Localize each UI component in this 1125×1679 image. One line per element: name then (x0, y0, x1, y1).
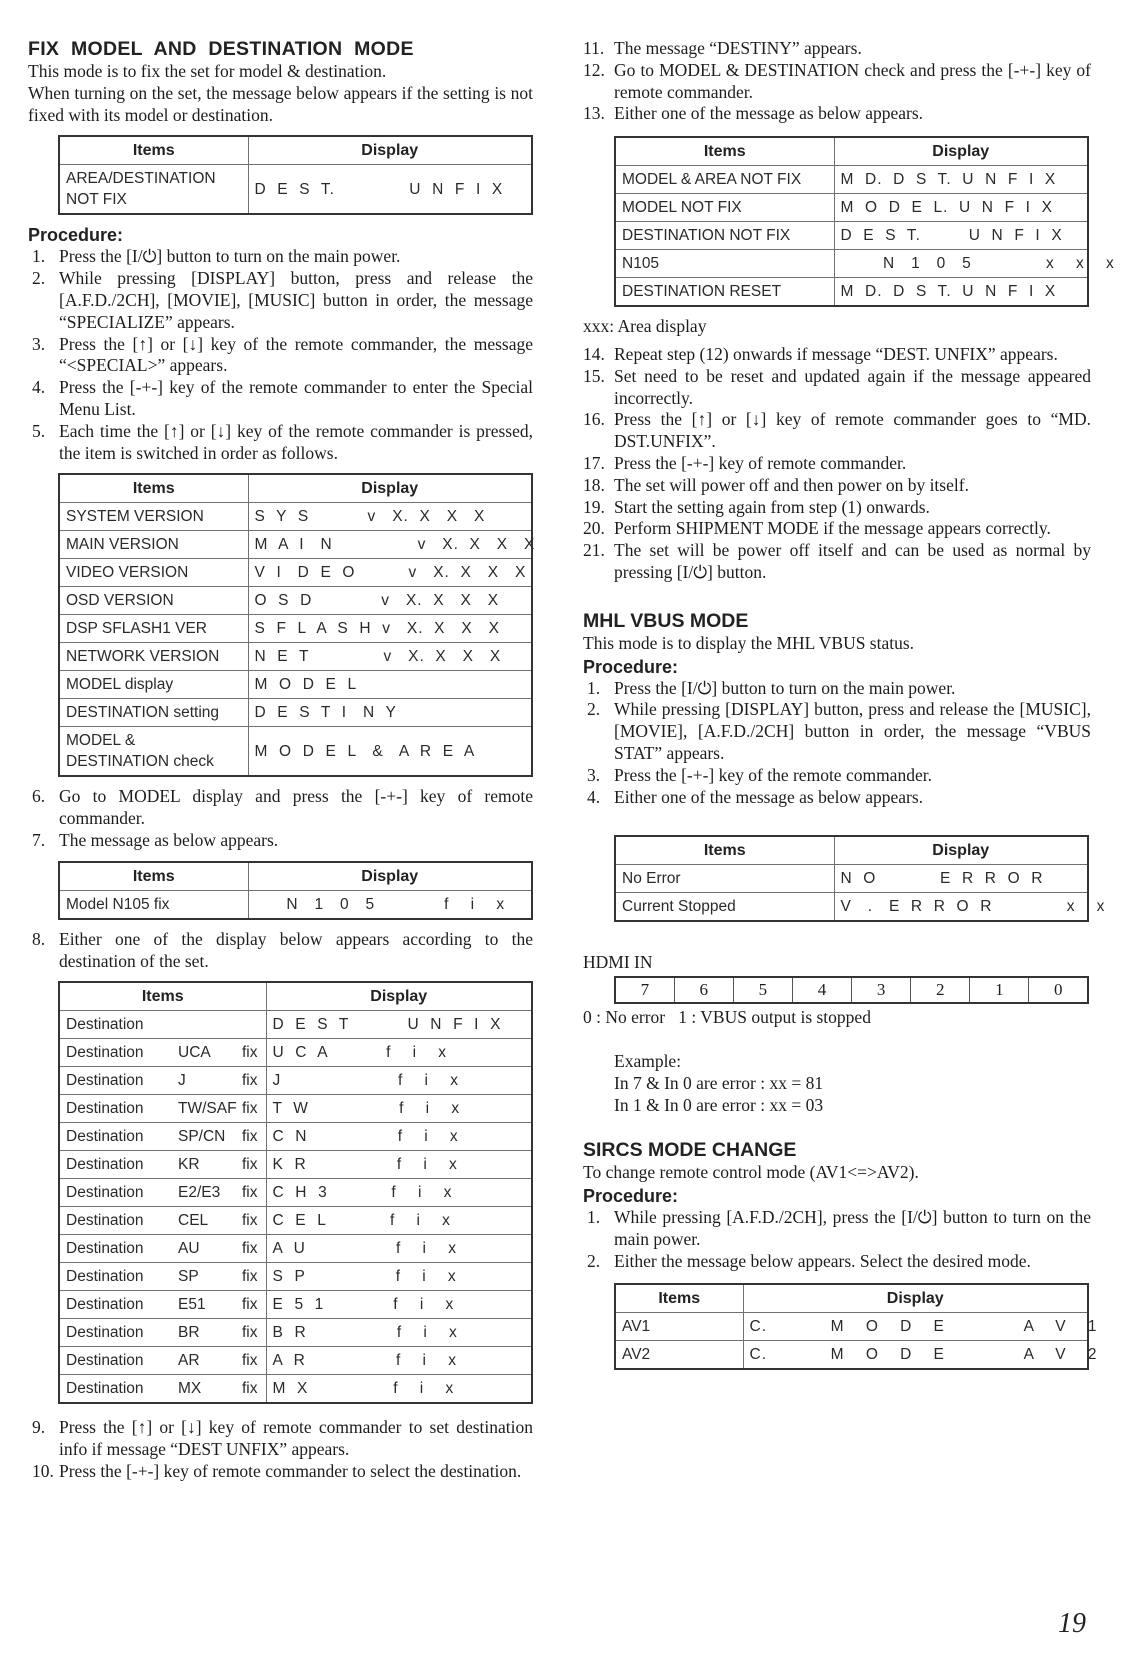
table-row (59, 1319, 532, 1347)
step-text: Press the [↑] or [↓] key of remote commander to set destination info if message “DEST UNFIX” appears. (59, 1417, 533, 1460)
step-number: 9. (32, 1417, 46, 1438)
table-row (59, 671, 532, 699)
step-item (583, 765, 1091, 787)
procedure-steps-1-5 (28, 246, 533, 464)
step-item (583, 60, 1091, 104)
table-row (59, 1235, 532, 1263)
table-row (615, 278, 1088, 307)
table-row (615, 865, 1088, 893)
step-text: Start the setting again from step (1) onwards. (614, 496, 930, 517)
col-header-items: Items (615, 137, 834, 166)
item-cell (59, 1235, 266, 1263)
version-table (58, 473, 536, 777)
item-cell (59, 1123, 266, 1151)
display-cell: A R f i x (266, 1347, 532, 1375)
destination-code: E2/E3 (178, 1184, 221, 1202)
table-row (615, 194, 1088, 222)
table-row (59, 559, 532, 587)
item-cell (59, 1263, 266, 1291)
step-text: Set need to be reset and updated again if the message appeared incorrectly. (614, 365, 1091, 408)
destination-code: SP/CN (178, 1128, 226, 1146)
item-cell (59, 1291, 266, 1319)
step-number: 4. (587, 786, 601, 807)
step-item (28, 421, 533, 465)
item-cell: SYSTEM VERSION (59, 503, 248, 531)
display-cell: M O D E L. U N F I X (834, 194, 1088, 222)
item-cell: MAIN VERSION (59, 531, 248, 559)
item-cell: DESTINATION RESET (615, 278, 834, 307)
step-item (28, 1461, 533, 1483)
table-row (615, 250, 1088, 278)
section-title-sircs: SIRCS MODE CHANGE (583, 1139, 797, 1162)
display-cell: O S D v X. X X X (248, 587, 532, 615)
item-cell: VIDEO VERSION (59, 559, 248, 587)
step-text: Press the [I/⏻] button to turn on the main power. (59, 246, 401, 267)
display-cell: S Y S v X. X X X (248, 503, 532, 531)
destination-fix-label: fix (242, 1184, 258, 1202)
item-cell: MODEL display (59, 671, 248, 699)
table-row (59, 1011, 532, 1039)
col-header-items: Items (615, 836, 834, 865)
step-number: 13. (583, 103, 605, 124)
step-item (583, 540, 1091, 584)
destination-fix-label: fix (242, 1296, 258, 1314)
destination-fix-label: fix (242, 1072, 258, 1090)
display-cell: A U f i x (266, 1235, 532, 1263)
table-row (59, 727, 532, 777)
step-text: The set will be power off itself and can be used as normal by pressing [I/⏻] button. (614, 540, 1091, 582)
destination-code: CEL (178, 1212, 209, 1230)
step-number: 2. (32, 268, 46, 289)
item-cell (59, 1319, 266, 1347)
step-item (583, 678, 1091, 700)
col-header-display: Display (248, 474, 532, 503)
step-item (583, 1251, 1091, 1273)
item-cell: N105 (615, 250, 834, 278)
item-cell (59, 1179, 266, 1207)
step-text: Repeat step (12) onwards if message “DEST. UNFIX” appears. (614, 343, 1058, 364)
intro-paragraph: When turning on the set, the message below appears if the setting is not fixed with its model or destination. (28, 82, 533, 125)
destination-label: Destination (66, 1184, 144, 1202)
hdmi-bits-table (614, 976, 1089, 1004)
destination-label: Destination (66, 1044, 144, 1062)
display-cell: U C A f i x (266, 1039, 532, 1067)
table-row (615, 222, 1088, 250)
hdmi-bit-cell: 1 (970, 977, 1029, 1003)
display-cell: T W f i x (266, 1095, 532, 1123)
display-cell: M D. D S T. U N F I X (834, 278, 1088, 307)
step-number: 7. (32, 829, 46, 850)
procedure-step-8 (28, 929, 533, 973)
step-text: The message “DESTINY” appears. (614, 38, 862, 58)
area-display-note: xxx: Area display (583, 316, 707, 337)
procedure-label: Procedure: (28, 225, 124, 246)
check-table (614, 136, 1115, 307)
step-text: While pressing [DISPLAY] button, press and release the [MUSIC], [MOVIE], [A.F.D./2CH] button in order, the message “VBUS STAT” appears. (614, 699, 1091, 763)
display-cell: M A I N v X. X X X (248, 531, 532, 559)
table-row (615, 166, 1088, 194)
step-item (28, 929, 533, 973)
display-cell: K R f i x (266, 1151, 532, 1179)
display-cell: D E S T U N F I X (266, 1011, 532, 1039)
step-item (583, 409, 1091, 453)
item-cell (59, 1039, 266, 1067)
table-row (59, 503, 532, 531)
table-row (59, 1347, 532, 1375)
col-header-items: Items (59, 862, 248, 891)
destination-label: Destination (66, 1380, 144, 1398)
step-text: Either one of the message as below appears. (614, 786, 924, 807)
procedure-steps-14-21 (583, 344, 1091, 584)
step-number: 3. (32, 333, 46, 354)
section-title-fix-model: FIX MODEL AND DESTINATION MODE (28, 38, 414, 60)
destination-fix-label: fix (242, 1268, 258, 1286)
table-row (59, 1207, 532, 1235)
step-number: 5. (32, 420, 46, 441)
table-row (59, 1123, 532, 1151)
step-number: 8. (32, 928, 46, 949)
table-row (59, 587, 532, 615)
hdmi-bits-row (615, 977, 1088, 1003)
mhl-intro: This mode is to display the MHL VBUS status. (583, 632, 915, 653)
table-row (615, 1340, 1088, 1369)
model-fix-table (58, 861, 533, 920)
step-text: Press the [↑] or [↓] key of remote commander goes to “MD. DST.UNFIX”. (614, 409, 1091, 452)
display-cell: C. M O D E A V 2 (743, 1340, 1088, 1369)
destination-fix-label: fix (242, 1380, 258, 1398)
destination-label: Destination (66, 1212, 144, 1230)
step-text: Press the [-+-] key of remote commander to select the destination. (59, 1460, 522, 1481)
destination-code: AU (178, 1240, 200, 1258)
item-cell: No Error (615, 865, 834, 893)
step-number: 17. (583, 452, 605, 473)
step-text: Perform SHIPMENT MODE if the message appears correctly. (614, 518, 1051, 539)
item-cell: Current Stopped (615, 893, 834, 922)
step-item (583, 497, 1091, 519)
unfix-table (58, 135, 533, 215)
col-header-items: Items (59, 982, 266, 1011)
section-title-mhl-vbus: MHL VBUS MODE (583, 609, 749, 632)
step-item (583, 344, 1091, 366)
item-cell (59, 1095, 266, 1123)
item-cell: DESTINATION NOT FIX (615, 222, 834, 250)
step-item (583, 38, 1091, 60)
destination-code: KR (178, 1156, 200, 1174)
destination-fix-label: fix (242, 1156, 258, 1174)
step-number: 18. (583, 474, 605, 495)
hdmi-bit-cell: 3 (852, 977, 911, 1003)
step-item (583, 453, 1091, 475)
display-cell: C H 3 f i x (266, 1179, 532, 1207)
step-item (583, 699, 1091, 764)
display-cell: D E S T I N Y (248, 699, 532, 727)
item-cell: AV2 (615, 1340, 743, 1369)
item-cell: MODEL NOT FIX (615, 194, 834, 222)
destination-code: MX (178, 1380, 202, 1398)
step-number: 19. (583, 496, 605, 517)
item-cell (59, 1347, 266, 1375)
step-number: 12. (583, 59, 605, 80)
step-number: 11. (583, 38, 605, 58)
display-cell: B R f i x (266, 1319, 532, 1347)
display-cell: D E S T. U N F I X (248, 165, 532, 215)
destination-fix-label: fix (242, 1212, 258, 1230)
item-cell: DESTINATION setting (59, 699, 248, 727)
display-cell: C E L f i x (266, 1207, 532, 1235)
hdmi-bit-cell: 6 (674, 977, 733, 1003)
step-text: Go to MODEL & DESTINATION check and press the [-+-] key of remote commander. (614, 59, 1091, 102)
col-header-items: Items (59, 474, 248, 503)
step-text: While pressing [DISPLAY] button, press and release the [A.F.D./2CH], [MOVIE], [MUSIC] button in order, the message “SPECIALIZE” appears. (59, 268, 533, 332)
table-row (59, 531, 532, 559)
display-cell: C. M O D E A V 1 (743, 1312, 1088, 1340)
item-cell (59, 1067, 266, 1095)
display-cell: N O E R R O R (834, 865, 1088, 893)
hdmi-bit-cell: 2 (911, 977, 970, 1003)
procedure-label: Procedure: (583, 1186, 679, 1207)
table-header-row (615, 1284, 1088, 1313)
destination-label: Destination (66, 1100, 144, 1118)
table-row (59, 699, 532, 727)
table-row (59, 1179, 532, 1207)
table-row (59, 1095, 532, 1123)
step-item (583, 518, 1091, 540)
table-row (59, 615, 532, 643)
col-header-display: Display (834, 137, 1088, 166)
step-number: 15. (583, 365, 605, 386)
step-number: 6. (32, 786, 46, 807)
destination-fix-label: fix (242, 1352, 258, 1370)
display-cell: N 1 0 5 f i x (248, 890, 532, 919)
step-text: Press the [-+-] key of remote commander. (614, 452, 907, 473)
step-item (28, 334, 533, 378)
col-header-display: Display (248, 862, 532, 891)
destination-fix-label: fix (242, 1100, 258, 1118)
table-header-row (59, 474, 532, 503)
item-cell: Model N105 fix (59, 890, 248, 919)
table-header-row (59, 862, 532, 891)
step-number: 21. (583, 540, 605, 561)
procedure-steps-6-7 (28, 786, 533, 851)
table-row (59, 643, 532, 671)
hdmi-bit-cell: 5 (733, 977, 792, 1003)
table-header-row (59, 982, 532, 1011)
sircs-procedure-steps (583, 1207, 1091, 1272)
display-cell: C N f i x (266, 1123, 532, 1151)
display-cell: S F L A S H v X. X X X (248, 615, 532, 643)
example-label: Example: (614, 1050, 682, 1071)
step-text: Press the [-+-] key of the remote commander to enter the Special Menu List. (59, 377, 533, 419)
display-cell: J f i x (266, 1067, 532, 1095)
intro-paragraph: This mode is to fix the set for model & destination. (28, 61, 387, 81)
procedure-steps-11-13 (583, 38, 1091, 125)
destination-label: Destination (66, 1296, 144, 1314)
table-row (59, 1291, 532, 1319)
left-column (28, 0, 536, 1483)
table-row (59, 1263, 532, 1291)
step-item (583, 475, 1091, 497)
destination-label: Destination (66, 1156, 144, 1174)
step-number: 14. (583, 343, 605, 364)
display-cell: M D. D S T. U N F I X (834, 166, 1088, 194)
step-item (28, 830, 533, 852)
step-item (28, 1417, 533, 1461)
destination-label: Destination (66, 1240, 144, 1258)
step-item (583, 103, 1091, 125)
item-cell (59, 1011, 266, 1039)
destination-fix-label: fix (242, 1044, 258, 1062)
table-row (59, 1151, 532, 1179)
step-text: Either one of the display below appears according to the destination of the set. (59, 928, 533, 971)
destination-code: UCA (178, 1044, 211, 1062)
destination-code: E51 (178, 1296, 206, 1314)
destination-code: BR (178, 1324, 200, 1342)
page-number: 19 (1058, 1608, 1086, 1639)
item-cell (59, 1151, 266, 1179)
item-cell: DSP SFLASH1 VER (59, 615, 248, 643)
vbus-status-table (614, 835, 1106, 922)
sircs-intro: To change remote control mode (AV1<=>AV2). (583, 1162, 919, 1183)
col-header-display: Display (266, 982, 532, 1011)
step-number: 2. (587, 1250, 601, 1271)
example-block (614, 1051, 1091, 1116)
item-cell: OSD VERSION (59, 587, 248, 615)
step-number: 1. (587, 677, 601, 698)
step-number: 2. (587, 699, 601, 720)
step-item (583, 366, 1091, 410)
display-cell: V I D E O v X. X X X (248, 559, 532, 587)
destination-fix-label: fix (242, 1240, 258, 1258)
destination-label: Destination (66, 1128, 144, 1146)
bit-legend: 0 : No error 1 : VBUS output is stopped (583, 1007, 871, 1028)
destination-label: Destination (66, 1324, 144, 1342)
item-cell (59, 1207, 266, 1235)
table-row (615, 1312, 1088, 1340)
col-header-display: Display (248, 136, 532, 165)
table-row (59, 165, 532, 215)
destination-label: Destination (66, 1016, 144, 1034)
col-header-items: Items (59, 136, 248, 165)
example-line: In 7 & In 0 are error : xx = 81 (614, 1072, 824, 1093)
hdmi-bit-cell: 0 (1029, 977, 1088, 1003)
step-text: Each time the [↑] or [↓] key of the remote commander is pressed, the item is switched in order as follows. (59, 420, 533, 463)
step-item (28, 246, 533, 268)
step-text: Either one of the message as below appears. (614, 103, 924, 124)
item-cell: MODEL & DESTINATION check (59, 727, 248, 777)
step-text: Either the message below appears. Select the desired mode. (614, 1250, 1031, 1271)
step-number: 4. (32, 377, 46, 398)
item-cell (59, 1375, 266, 1404)
step-number: 10. (32, 1460, 54, 1481)
display-cell: D E S T. U N F I X (834, 222, 1088, 250)
hdmi-bit-cell: 4 (792, 977, 851, 1003)
col-header-display: Display (834, 836, 1088, 865)
table-header-row (615, 137, 1088, 166)
step-item (28, 268, 533, 333)
example-line: In 1 & In 0 are error : xx = 03 (614, 1094, 824, 1115)
destination-code: TW/SAF (178, 1100, 237, 1118)
step-item (583, 787, 1091, 809)
step-item (583, 1207, 1091, 1251)
destination-table (58, 981, 533, 1404)
hdmi-bit-cell: 7 (615, 977, 674, 1003)
table-row (59, 1375, 532, 1404)
step-text: While pressing [A.F.D./2CH], press the [I/⏻] button to turn on the main power. (614, 1207, 1091, 1249)
destination-label: Destination (66, 1072, 144, 1090)
step-number: 20. (583, 518, 605, 539)
step-text: The set will power off and then power on by itself. (614, 474, 969, 495)
step-number: 16. (583, 409, 605, 430)
step-text: Press the [-+-] key of the remote commander. (614, 764, 932, 785)
step-text: Press the [I/⏻] button to turn on the main power. (614, 677, 956, 698)
step-number: 1. (587, 1207, 601, 1228)
right-column (583, 0, 1115, 1370)
display-cell: S P f i x (266, 1263, 532, 1291)
table-header-row (59, 136, 532, 165)
table-row (59, 1067, 532, 1095)
step-text: Press the [↑] or [↓] key of the remote commander, the message “<SPECIAL>” appears. (59, 333, 533, 376)
table-row (59, 890, 532, 919)
step-number: 3. (587, 764, 601, 785)
hdmi-in-label: HDMI IN (583, 952, 653, 973)
display-cell: N 1 0 5 x x x (834, 250, 1088, 278)
procedure-label: Procedure: (583, 656, 679, 677)
mhl-procedure-steps (583, 678, 1091, 809)
step-item (28, 377, 533, 421)
table-row (615, 893, 1088, 922)
table-header-row (615, 836, 1088, 865)
display-cell: V . E R R O R x x (834, 893, 1088, 922)
col-header-items: Items (615, 1284, 743, 1313)
item-cell: MODEL & AREA NOT FIX (615, 166, 834, 194)
procedure-steps-9-10 (28, 1417, 533, 1482)
sircs-mode-table (614, 1283, 1098, 1370)
step-number: 1. (32, 246, 46, 267)
display-cell: M O D E L (248, 671, 532, 699)
display-cell: M X f i x (266, 1375, 532, 1404)
display-cell: E 5 1 f i x (266, 1291, 532, 1319)
step-item (28, 786, 533, 830)
destination-fix-label: fix (242, 1324, 258, 1342)
destination-code: AR (178, 1352, 200, 1370)
step-text: The message as below appears. (59, 829, 279, 850)
col-header-display: Display (743, 1284, 1088, 1313)
destination-code: SP (178, 1268, 199, 1286)
table-row (59, 1039, 532, 1067)
destination-fix-label: fix (242, 1128, 258, 1146)
destination-label: Destination (66, 1352, 144, 1370)
display-cell: N E T v X. X X X (248, 643, 532, 671)
step-text: Go to MODEL display and press the [-+-] key of remote commander. (59, 786, 533, 829)
item-cell: AREA/DESTINATION NOT FIX (59, 165, 248, 215)
display-cell: M O D E L & A R E A (248, 727, 532, 777)
item-cell: NETWORK VERSION (59, 643, 248, 671)
item-cell: AV1 (615, 1312, 743, 1340)
destination-label: Destination (66, 1268, 144, 1286)
destination-code: J (178, 1072, 186, 1090)
